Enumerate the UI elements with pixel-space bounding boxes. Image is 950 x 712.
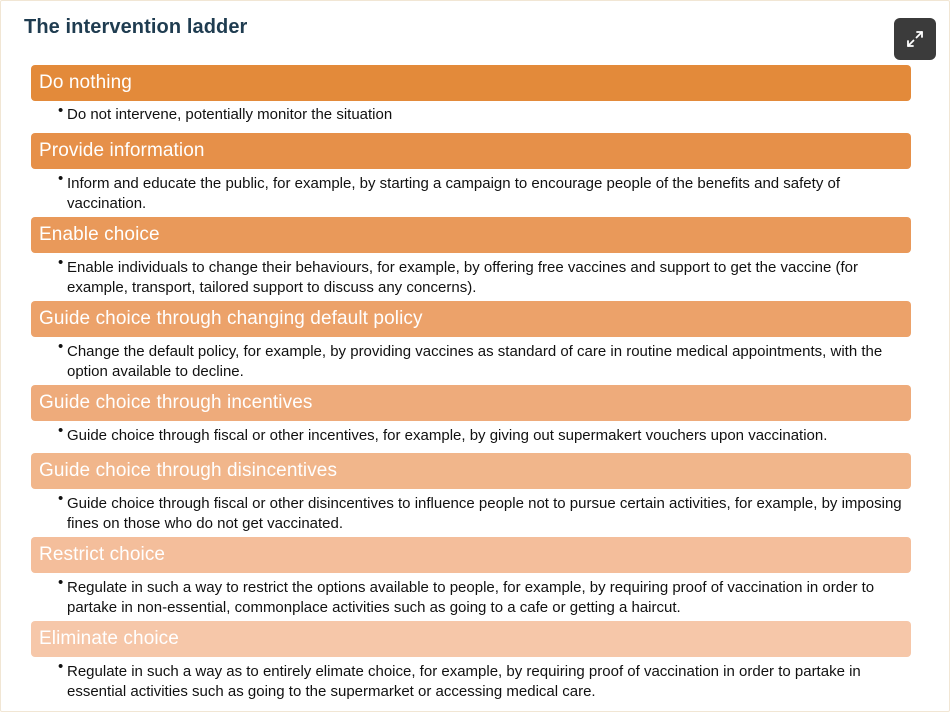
step-description [58, 573, 911, 621]
step-description-text: Regulate in such a way as to entirely elimate choice, for example, by requiring proof of vaccination in order to partake in essential activities such as going to the supermarket or accessing medical care. [67, 663, 861, 700]
ladder-step-eliminate-choice [31, 621, 911, 705]
bullet: • [58, 574, 64, 591]
bullet: • [58, 422, 64, 439]
bullet: • [58, 490, 64, 507]
step-description-text: Inform and educate the public, for example, by starting a campaign to encourage people of the benefits and safety of vaccination. [67, 175, 840, 212]
intervention-ladder [31, 65, 911, 705]
step-description [58, 421, 911, 453]
step-bar [31, 133, 911, 169]
bullet: • [58, 254, 64, 271]
step-description-text: Do not intervene, potentially monitor the situation [67, 106, 393, 123]
step-description-text: Change the default policy, for example, by providing vaccines as standard of care in routine medical appointments, with the option available to decline. [67, 343, 883, 380]
step-description [58, 657, 911, 705]
step-bar [31, 301, 911, 337]
ladder-step-disincentives [31, 453, 911, 537]
bullet: • [58, 338, 64, 355]
step-label: Guide choice through changing default policy [39, 308, 423, 329]
step-description [58, 337, 911, 385]
step-description-text: Guide choice through fiscal or other incentives, for example, by giving out supermakert vouchers upon vaccination. [67, 427, 828, 444]
step-label: Restrict choice [39, 544, 166, 565]
step-label: Guide choice through disincentives [39, 460, 338, 481]
step-label: Provide information [39, 140, 205, 161]
step-label: Eliminate choice [39, 628, 179, 649]
bullet: • [58, 102, 64, 119]
step-label: Guide choice through incentives [39, 392, 313, 413]
step-description [58, 101, 911, 133]
bullet: • [58, 658, 64, 675]
ladder-step-incentives [31, 385, 911, 453]
step-label: Enable choice [39, 224, 160, 245]
step-description [58, 169, 911, 217]
step-bar [31, 385, 911, 421]
step-description-text: Guide choice through fiscal or other disincentives to influence people not to pursue certain activities, for example, by imposing fines on those who do not get vaccinated. [67, 495, 902, 532]
ladder-step-do-nothing [31, 65, 911, 133]
step-description-text: Enable individuals to change their behaviours, for example, by offering free vaccines and support to get the vaccine (for example, transport, tailored support to discuss any concerns). [67, 259, 859, 296]
bullet: • [58, 170, 64, 187]
step-bar [31, 453, 911, 489]
step-label: Do nothing [39, 72, 132, 93]
step-bar [31, 537, 911, 573]
step-description-text: Regulate in such a way to restrict the options available to people, for example, by requiring proof of vaccination in order to partake in non-essential, commonplace activities such as going to a cafe or getting a haircut. [67, 579, 875, 616]
step-bar [31, 65, 911, 101]
ladder-step-default-policy [31, 301, 911, 385]
expand-button[interactable] [894, 18, 936, 60]
figure-title: The intervention ladder [24, 16, 248, 38]
step-bar [31, 621, 911, 657]
step-bar [31, 217, 911, 253]
step-description [58, 489, 911, 537]
ladder-step-restrict-choice [31, 537, 911, 621]
ladder-step-enable-choice [31, 217, 911, 301]
step-description [58, 253, 911, 301]
ladder-step-provide-information [31, 133, 911, 217]
expand-arrows-icon [905, 29, 925, 49]
